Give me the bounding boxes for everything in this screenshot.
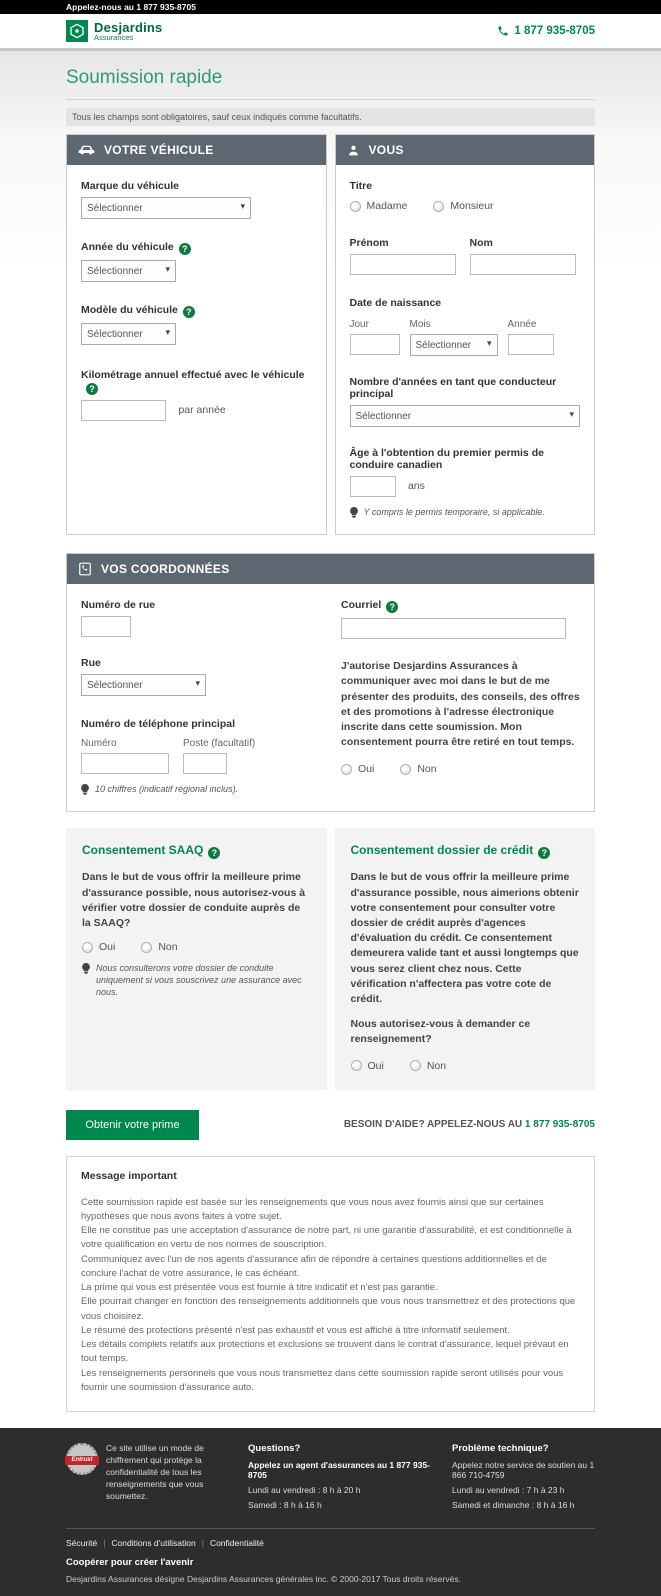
driver-years-label: Nombre d'années en tant que conducteur principal	[349, 376, 557, 400]
address-book-icon	[78, 562, 92, 576]
vehicle-section	[66, 134, 327, 535]
firstname-input[interactable]	[350, 254, 456, 275]
civility-label: Titre	[349, 180, 373, 192]
footer-copyright: Desjardins Assurances désigne Desjardins Assurances générales inc. © 2000-2017 Tous droits réservés.	[66, 1574, 461, 1585]
footer-link-security[interactable]: Sécurité	[66, 1538, 98, 1549]
main-phone-label: Numéro de téléphone principal	[81, 718, 236, 731]
question-help-icon[interactable]: ?	[86, 383, 98, 395]
saaq-no-radio[interactable]: Non	[141, 941, 177, 953]
footer-link-privacy[interactable]: Confidentialité	[209, 1538, 264, 1549]
question-help-icon[interactable]: ?	[179, 243, 191, 255]
civility-madame-radio[interactable]: Madame	[350, 200, 408, 212]
dob-label: Date de naissance	[349, 297, 442, 309]
credit-no-radio[interactable]: Non	[410, 1060, 446, 1072]
email-input[interactable]	[341, 618, 566, 639]
question-help-icon[interactable]: ?	[538, 847, 550, 859]
street-number-input[interactable]	[81, 616, 131, 637]
important-message-line: Les renseignements personnels que vous nous transmettez dans cette soumission rapide seront utilisés pour vous fournir une soumission d'assurance auto.	[81, 1367, 564, 1393]
lightbulb-icon	[350, 506, 358, 518]
license-age-input[interactable]	[350, 476, 396, 497]
street-label: Rue	[81, 657, 101, 670]
brand-subname: Assurances	[94, 32, 134, 42]
page-title: Soumission rapide	[66, 67, 223, 88]
vehicle-mileage-input[interactable]	[81, 400, 166, 421]
person-icon	[347, 144, 360, 157]
saaq-consent-title: Consentement SAAQ ?	[82, 843, 311, 859]
top-phone-text: Appelez-nous au 1 877 935-8705	[66, 2, 196, 12]
footer-tech-title: Problème technique?	[452, 1443, 549, 1455]
chevron-down-icon: ▾	[165, 327, 170, 337]
credit-consent-title: Consentement dossier de crédit ?	[351, 843, 580, 859]
phone-number-input[interactable]	[81, 753, 169, 774]
footer-agent-phone: Appelez un agent d'assurances au 1 877 935-8705	[248, 1460, 431, 1481]
important-message-line: Elle ne constitue pas une acceptation d'assurance de notre part, ni une garantie d'assurabilité, et est conditionnelle à votre qualification en vertu de nos normes de souscription.	[81, 1225, 572, 1251]
vehicle-year-select[interactable]	[81, 260, 176, 282]
footer-links: Sécurité | Conditions d'utilisation | Confidentialité	[66, 1538, 264, 1549]
phone-ext-input[interactable]	[183, 753, 227, 774]
phone-icon	[497, 25, 509, 37]
chevron-down-icon: ▾	[486, 338, 492, 348]
lightbulb-icon	[81, 783, 89, 795]
dob-day-input[interactable]	[350, 334, 400, 355]
desjardins-logo[interactable]	[66, 20, 162, 42]
important-message-section	[66, 1156, 595, 1413]
important-message-line: Communiquez avec l'un de nos agents d'assurance afin de répondre à certaines questions additionnelles et de conclure l'achat de votre assurance, le cas échéant.	[81, 1253, 547, 1279]
saaq-yes-radio[interactable]: Oui	[82, 941, 115, 953]
footer-divider	[66, 1528, 595, 1529]
firstname-label: Prénom	[349, 237, 389, 249]
vehicle-make-select[interactable]	[81, 197, 251, 219]
help-phone-number: 1 877 935-8705	[524, 1119, 595, 1131]
entrust-seal: Entrust	[66, 1443, 98, 1475]
vehicle-section-title: VOTRE VÉHICULE	[104, 143, 214, 157]
important-message-line: La prime qui vous est présentée vous est fournie à titre indicatif et n'est pas garantie.	[81, 1282, 438, 1294]
important-message-line: Elle pourrait changer en fonction des renseignements additionnels que vous nous transmettrez et des protections que vous choisirez.	[81, 1296, 576, 1322]
license-tip: Y compris le permis temporaire, si applicable.	[350, 506, 581, 518]
lastname-label: Nom	[469, 237, 493, 249]
credit-yes-radio[interactable]: Oui	[351, 1060, 384, 1072]
street-number-label: Numéro de rue	[81, 599, 156, 612]
header-phone-link[interactable]	[497, 25, 595, 37]
important-message-line: Cette soumission rapide est basée sur les renseignements que vous nous avez fournis ainsi que sur certaines hypothèses que nous avons faites à votre sujet.	[81, 1196, 544, 1222]
vehicle-mileage-label: Kilométrage annuel effectué avec le véhicule?	[81, 369, 305, 394]
email-consent-no-radio[interactable]: Non	[400, 763, 436, 775]
top-phone-bar	[0, 0, 661, 14]
email-label: Courriel ?	[341, 599, 580, 613]
question-help-icon[interactable]: ?	[386, 601, 398, 613]
you-section-title: VOUS	[368, 143, 404, 157]
credit-consent-body: Dans le but de vous offrir la meilleure prime d'assurance possible, nous aimerions obtenir votre consentement pour consulter votre dossier de crédit auprès d'agences d'évaluation du crédit. Ce consentement demeurera valide tant et aussi longtemps que vous serez client chez nous. Cette vérification n'affectera pas votre cote de crédit.	[350, 871, 579, 1006]
footer-support-phone: Appelez notre service de soutien au 1 866 710-4759	[452, 1460, 595, 1481]
saaq-consent-section	[66, 828, 327, 1089]
email-consent-yes-radio[interactable]: Oui	[341, 763, 374, 775]
footer-questions-title: Questions?	[248, 1443, 301, 1455]
question-help-icon[interactable]: ?	[208, 847, 220, 859]
footer-slogan: Coopérer pour créer l'avenir	[66, 1557, 194, 1569]
dob-year-input[interactable]	[508, 334, 554, 355]
dob-month-select[interactable]	[410, 334, 498, 356]
dob-year-label: Année	[507, 319, 537, 330]
contact-section-header	[67, 554, 594, 584]
desjardins-hexagon-icon	[66, 20, 88, 42]
chevron-down-icon: ▾	[569, 409, 574, 419]
encryption-note: Ce site utilise un mode de chiffrement qui protège la confidentialité de tous les renseignements que vous soumettez.	[106, 1443, 204, 1501]
license-age-label: Âge à l'obtention du premier permis de conduire canadien	[349, 447, 544, 471]
vehicle-model-select[interactable]	[81, 323, 176, 345]
required-fields-note: Tous les champs sont obligatoires, sauf ceux indiqués comme facultatifs.	[66, 108, 595, 126]
question-help-icon[interactable]: ?	[183, 306, 195, 318]
civility-monsieur-radio[interactable]: Monsieur	[433, 200, 493, 212]
important-message-line: Les détails complets relatifs aux protections et exclusions se trouvent dans le contrat d'assurance, lequel prévaut en tout temps.	[81, 1339, 569, 1365]
chevron-down-icon: ▾	[195, 678, 200, 689]
footer-hours: Lundi au vendredi : 8 h à 20 h	[248, 1485, 361, 1496]
site-footer	[0, 1428, 661, 1596]
footer-hours: Lundi au vendredi : 7 h à 23 h	[452, 1485, 565, 1496]
car-icon	[78, 144, 95, 156]
footer-link-terms[interactable]: Conditions d'utilisation	[111, 1538, 196, 1549]
important-message-title: Message important	[81, 1169, 177, 1182]
contact-section	[66, 553, 595, 812]
need-help-text: BESOIN D'AIDE? APPELEZ-NOUS AU 1 877 935-8705	[343, 1119, 595, 1131]
vehicle-year-label: Année du véhicule ?	[81, 241, 312, 255]
license-age-suffix: ans	[407, 480, 425, 492]
phone-tip: 10 chiffres (indicatif régional inclus).	[81, 783, 311, 795]
get-quote-button[interactable]: Obtenir votre prime	[66, 1110, 199, 1140]
you-section	[335, 134, 596, 535]
phone-number-label: Numéro	[81, 738, 117, 750]
saaq-tip: Nous consulterons votre dossier de conduite uniquement si vous souscrivez une assurance avec nous.	[82, 962, 311, 998]
driver-years-select[interactable]	[350, 405, 581, 427]
header-phone-number: 1 877 935-8705	[514, 25, 595, 37]
footer-hours: Samedi et dimanche : 8 h à 16 h	[452, 1500, 575, 1511]
saaq-consent-question: Dans le but de vous offrir la meilleure prime d'assurance possible, nous autorisez-vous à vérifier votre dossier de conduite auprès de la SAAQ?	[82, 871, 306, 929]
chevron-down-icon: ▾	[165, 264, 170, 274]
street-select[interactable]	[81, 674, 206, 696]
contact-section-title: VOS COORDONNÉES	[101, 562, 230, 577]
vehicle-model-label: Modèle du véhicule ?	[81, 304, 312, 318]
vehicle-mileage-suffix: par année	[178, 404, 226, 416]
chevron-down-icon: ▾	[240, 201, 245, 211]
title-divider	[66, 99, 595, 100]
dob-month-label: Mois	[409, 319, 431, 330]
you-section-header	[336, 135, 595, 165]
brand-name: Desjardins	[94, 19, 163, 35]
dob-day-label: Jour	[349, 319, 369, 330]
vehicle-section-header	[67, 135, 326, 165]
phone-ext-label: Poste (facultatif)	[183, 738, 256, 750]
lastname-input[interactable]	[470, 254, 576, 275]
vehicle-make-label: Marque du véhicule	[81, 180, 180, 192]
credit-consent-question: Nous autorisez-vous à demander ce renseignement?	[350, 1018, 531, 1046]
footer-hours: Samedi : 8 h à 16 h	[248, 1500, 322, 1511]
important-message-line: Le résumé des protections présenté n'est pas exhaustif et vous est affiché à titre informatif seulement.	[81, 1324, 510, 1336]
site-header	[0, 14, 661, 51]
lightbulb-icon	[82, 962, 90, 998]
credit-consent-section	[335, 828, 596, 1089]
email-consent-text: J'autorise Desjardins Assurances à communiquer avec moi dans le but de me présenter des produits, des conseils, des offres et des promotions à l'adresse électronique inscrite dans cette soumission. Mon consentement pourra être retiré en tout temps.	[341, 660, 580, 749]
